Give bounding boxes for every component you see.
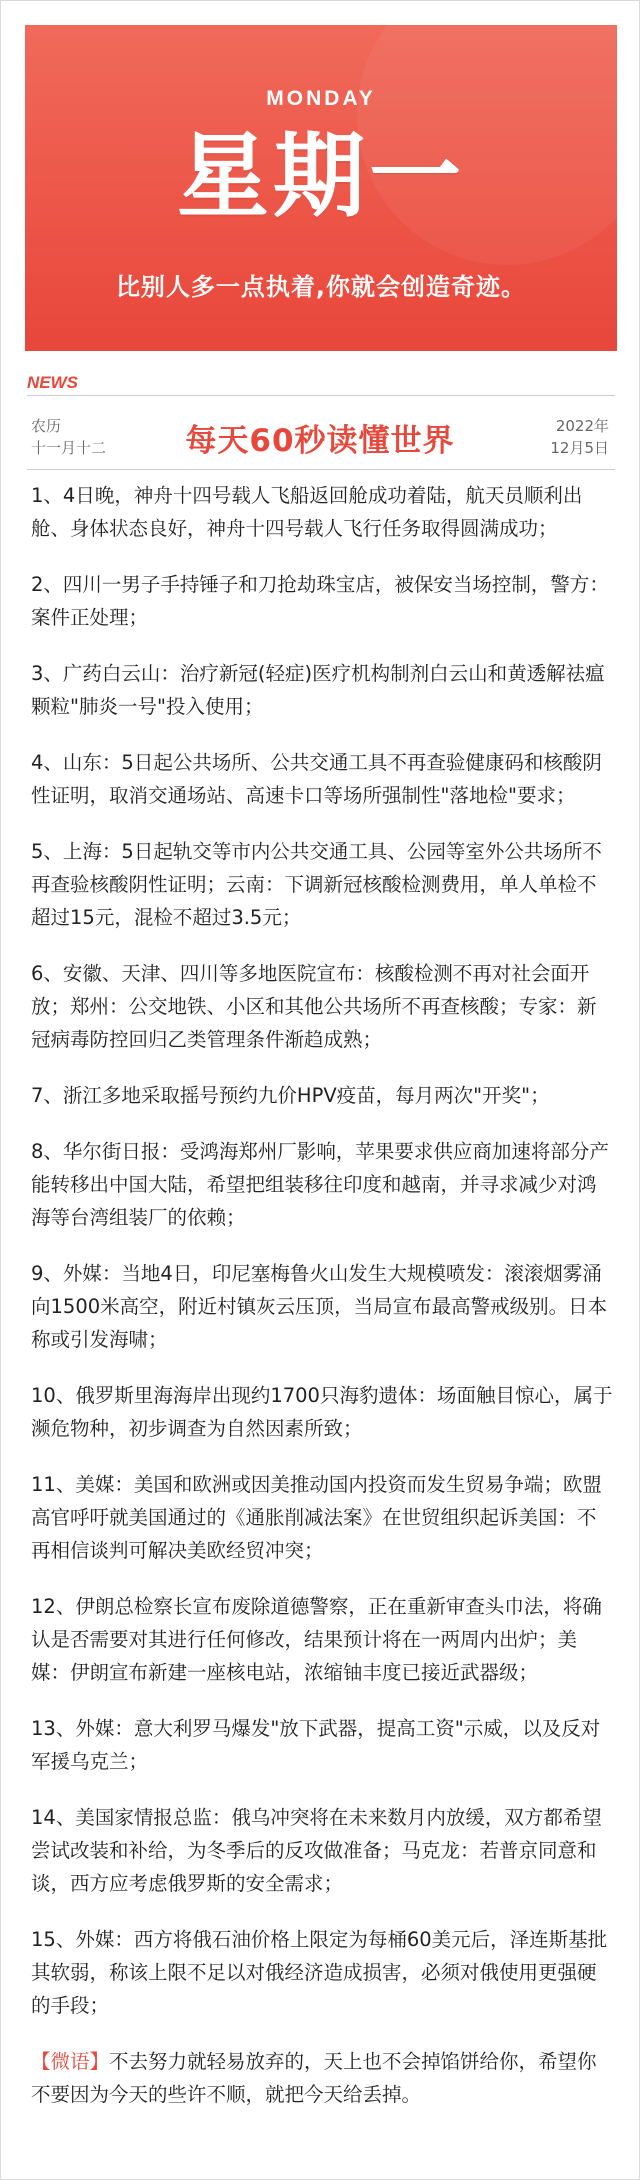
news-item: 14、美国家情报总监：俄乌冲突将在未来数月内放缓，双方都希望尝试改装和补给，为冬季后的反攻做准备；马克龙：若普京同意和谈，西方应考虑俄罗斯的安全需求； — [31, 1806, 602, 1895]
header-banner — [25, 25, 617, 351]
gregorian-date — [550, 415, 609, 459]
banner-slogan: 比别人多一点执着,你就会创造奇迹。 — [115, 273, 527, 301]
news-item: 5、上海：5日起轨交等市内公共交通工具、公园等室外公共场所不再查验核酸阴性证明；云南：下调新冠核酸检测费用，单人单检不超过15元，混检不超过3.5元； — [31, 840, 602, 929]
news-item: 15、外媒：西方将俄石油价格上限定为每桶60美元后，泽连斯基批其软弱，称该上限不足以对俄经济造成损害，必须对俄使用更强硬的手段； — [31, 1928, 608, 2017]
news-tag: NEWS — [27, 373, 78, 392]
date-month-day: 12月5日 — [550, 439, 609, 457]
news-list — [31, 479, 613, 2111]
quote-label: 【微语】 — [31, 2050, 110, 2073]
quote-text: 不去努力就轻易放弃的，天上也不会掉馅饼给你，希望你不要因为今天的些许不顺，就把今天给丢掉。 — [31, 2050, 597, 2106]
news-item: 4、山东：5日起公共场所、公共交通工具不再查验健康码和核酸阴性证明，取消交通场站、高速卡口等场所强制性"落地检"要求； — [31, 751, 602, 807]
news-item: 7、浙江多地采取摇号预约九价HPV疫苗，每月两次"开奖"； — [31, 1084, 550, 1107]
news-item: 12、伊朗总检察长宣布废除道德警察，正在重新审查头巾法，将确认是否需要对其进行任何修改，结果预计将在一两周内出炉；美媒：伊朗宣布新建一座核电站，浓缩铀丰度已接近武器级； — [31, 1595, 602, 1684]
divider-top — [27, 395, 615, 396]
news-item: 13、外媒：意大利罗马爆发"放下武器，提高工资"示威，以及反对军援乌克兰； — [31, 1717, 601, 1773]
date-year: 2022年 — [555, 417, 609, 435]
news-item: 10、俄罗斯里海海岸出现约1700只海豹遗体：场面触目惊心，属于濒危物种，初步调查为自然因素所致； — [31, 1384, 613, 1440]
news-item: 3、广药白云山：治疗新冠(轻症)医疗机构制剂白云山和黄透解祛瘟颗粒"肺炎一号"投入使用； — [31, 662, 605, 718]
page-title: 每天60秒读懂世界 — [185, 423, 455, 459]
quote-block — [31, 2045, 613, 2111]
lunar-label: 农历 — [31, 417, 62, 435]
news-item: 8、华尔街日报：受鸿海郑州厂影响，苹果要求供应商加速将部分产能转移出中国大陆，希望把组装移往印度和越南，并寻求减少对鸿海等台湾组装厂的依赖； — [31, 1140, 609, 1229]
divider-bottom — [27, 469, 615, 470]
news-item: 6、安徽、天津、四川等多地医院宣布：核酸检测不再对社会面开放；郑州：公交地铁、小区和其他公共场所不再查核酸；专家：新冠病毒防控回归乙类管理条件渐趋成熟； — [31, 962, 597, 1051]
news-item: 2、四川一男子手持锤子和刀抢劫珠宝店，被保安当场控制，警方：案件正处理； — [31, 573, 609, 629]
weekday-english: MONDAY — [266, 87, 376, 110]
news-item: 9、外媒：当地4日，印尼塞梅鲁火山发生大规模喷发：滚滚烟雾涌向1500米高空，附近村镇灰云压顶，当局宣布最高警戒级别。日本称或引发海啸； — [31, 1262, 608, 1351]
lunar-day: 十一月十二 — [31, 439, 107, 457]
weekday-chinese: 星期一 — [176, 123, 465, 230]
news-item: 11、美媒：美国和欧洲或因美推动国内投资而发生贸易争端；欧盟高官呼吁就美国通过的《通胀削减法案》在世贸组织起诉美国：不再相信谈判可解决美欧经贸冲突； — [31, 1473, 602, 1562]
news-item: 1、4日晚，神舟十四号载人飞船返回舱成功着陆，航天员顺利出舱、身体状态良好，神舟十四号载人飞行任务取得圆满成功； — [31, 484, 583, 540]
